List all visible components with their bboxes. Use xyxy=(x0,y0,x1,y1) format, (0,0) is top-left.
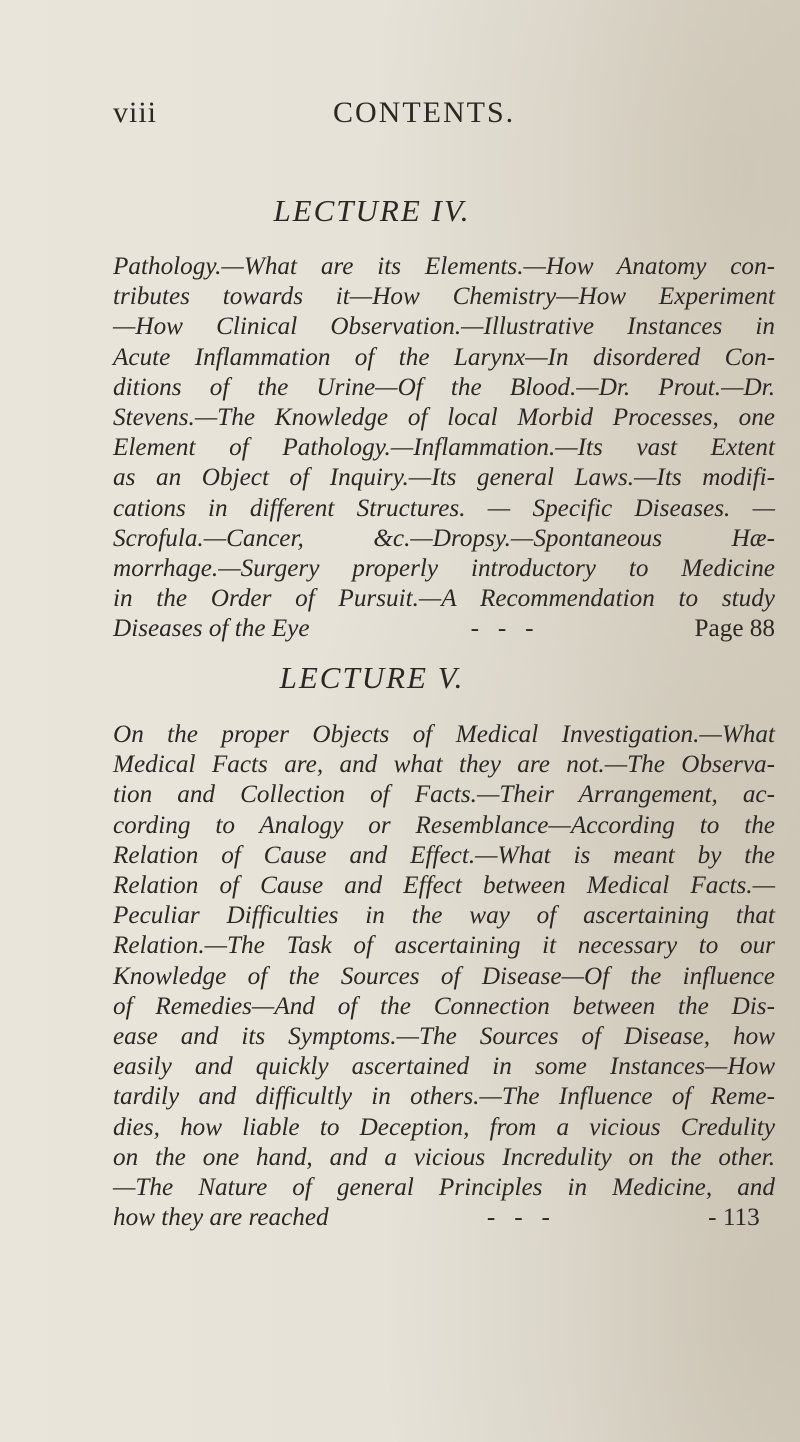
running-title: CONTENTS. xyxy=(333,96,516,129)
entry-line: on the one hand, and a vicious Incredulity on the other. xyxy=(113,1143,775,1171)
entry-line: ease and its Symptoms.—The Sources of Disease, how xyxy=(113,1023,775,1051)
entry-line: easily and quickly ascertained in some Instances—How xyxy=(113,1053,775,1081)
contents-entry xyxy=(113,720,775,1233)
entry-line: Acute Inflammation of the Larynx—In disordered Con- xyxy=(113,343,775,371)
entry-line-text: how they are reached xyxy=(113,1204,329,1232)
entry-line: cations in different Structures. — Specific Diseases. — xyxy=(113,494,775,522)
lecture-heading: LECTURE IV. xyxy=(273,193,471,228)
entry-last-line xyxy=(113,1203,775,1233)
entry-line: as an Object of Inquiry.—Its general Laws.—Its modifi- xyxy=(113,464,775,492)
page-folio: viii xyxy=(113,96,158,129)
dot-leaders: - - - xyxy=(470,615,534,643)
entry-line: —The Nature of general Principles in Medicine, and xyxy=(113,1174,775,1202)
entry-line: dies, how liable to Deception, from a vicious Credulity xyxy=(113,1113,775,1141)
entry-line: Stevens.—The Knowledge of local Morbid Processes, one xyxy=(113,404,775,432)
entry-line: tion and Collection of Facts.—Their Arrangement, ac- xyxy=(113,781,775,809)
entry-line: On the proper Objects of Medical Investigation.—What xyxy=(113,721,775,748)
lecture-heading: LECTURE V. xyxy=(279,660,465,695)
entry-line: Pathology.—What are its Elements.—How Anatomy con- xyxy=(113,253,775,280)
entry-line: tributes towards it—How Chemistry—How Experiment xyxy=(113,283,775,311)
entry-line: Relation of Cause and Effect between Medical Facts.— xyxy=(113,872,775,900)
entry-line: of Remedies—And of the Connection between the Dis- xyxy=(113,992,775,1020)
entry-line: ditions of the Urine—Of the Blood.—Dr. Prout.—Dr. xyxy=(113,373,775,401)
entry-line: Scrofula.—Cancer, &c.—Dropsy.—Spontaneous Hæ- xyxy=(113,524,775,552)
page-reference: - 113 xyxy=(708,1204,760,1232)
entry-line: Relation of Cause and Effect.—What is meant by the xyxy=(113,841,775,869)
entry-line-text: Diseases of the Eye xyxy=(113,615,310,643)
entry-line: morrhage.—Surgery properly introductory to Medicine xyxy=(113,555,775,583)
entry-line: Knowledge of the Sources of Disease—Of the influence xyxy=(113,962,775,990)
entry-line: cording to Analogy or Resemblance—According to the xyxy=(113,811,775,839)
contents-entry xyxy=(113,252,775,645)
entry-line: in the Order of Pursuit.—A Recommendation to study xyxy=(113,585,775,613)
page-reference: Page 88 xyxy=(694,615,775,643)
entry-line: Relation.—The Task of ascertaining it necessary to our xyxy=(113,932,775,960)
entry-line: Medical Facts are, and what they are not.—The Observa- xyxy=(113,751,775,779)
entry-last-line xyxy=(113,614,775,644)
entry-line: Peculiar Difficulties in the way of ascertaining that xyxy=(113,902,775,930)
entry-line: Element of Pathology.—Inflammation.—Its vast Extent xyxy=(113,434,775,462)
entry-line: tardily and difficultly in others.—The Influence of Reme- xyxy=(113,1083,775,1111)
dot-leaders: - - - xyxy=(486,1204,550,1232)
entry-line: —How Clinical Observation.—Illustrative Instances in xyxy=(113,313,775,341)
running-head xyxy=(113,96,753,136)
